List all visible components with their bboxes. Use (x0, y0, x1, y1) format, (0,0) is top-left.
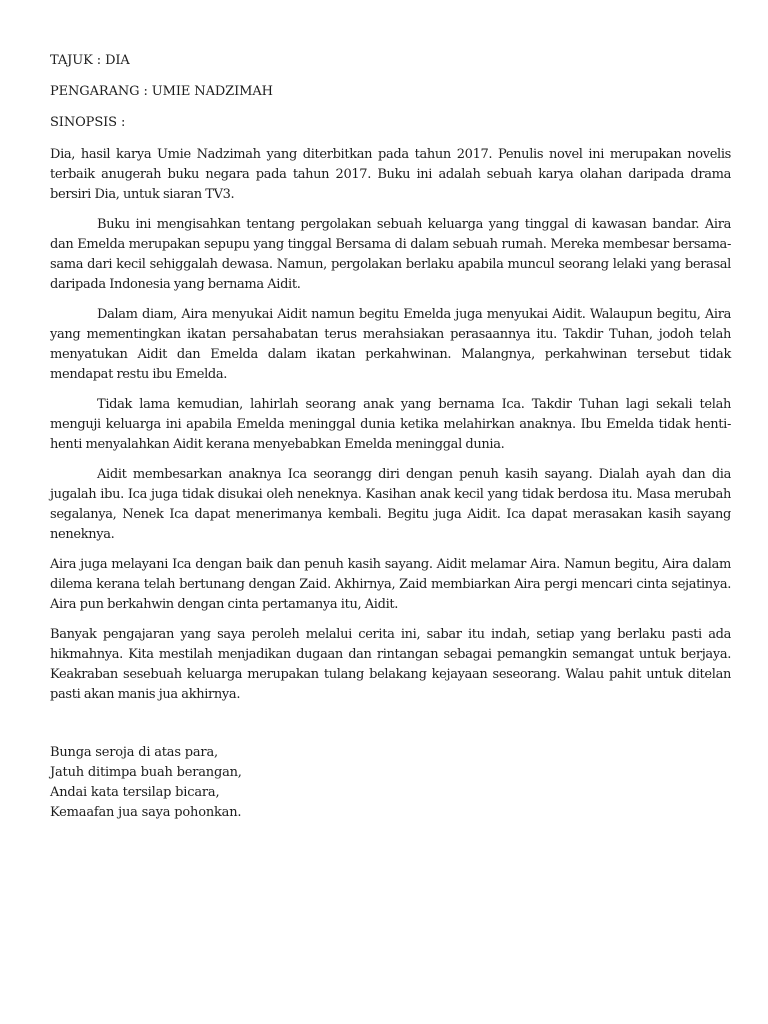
synopsis-label: SINOPSIS : (50, 115, 126, 130)
document-page (50, 52, 731, 823)
pantun-line: Andai kata tersilap bicara, (50, 785, 220, 800)
paragraph-marriage: Dalam diam, Aira menyukai Aidit namun begitu Emelda juga menyukai Aidit. Walaupun begitu, Aira yang mementingkan ikatan persahabatan terus merahsiakan perasaannya itu. Takdir Tuhan, jodoh telah menyatukan Aidit dan Emelda dalam ikatan perkahwinan. Malangnya, perkahwinan tersebut tidak mendapat restu ibu Emelda. (50, 307, 731, 382)
author-line: PENGARANG : UMIE NADZIMAH (50, 84, 273, 99)
paragraph-story-setting: Buku ini mengisahkan tentang pergolakan sebuah keluarga yang tinggal di kawasan bandar. Aira dan Emelda merupakan sepupu yang tinggal Bersama di dalam sebuah rumah. Mereka membesar bersama-sama dari kecil sehiggalah dewasa. Namun, pergolakan berlaku apabila muncul seorang lelaki yang berasal daripada Indonesia yang bernama Aidit. (50, 217, 731, 292)
paragraph-intro: Dia, hasil karya Umie Nadzimah yang diterbitkan pada tahun 2017. Penulis novel ini merupakan novelis terbaik anugerah buku negara pada tahun 2017. Buku ini adalah sebuah karya olahan daripada drama bersiri Dia, untuk siaran TV3. (50, 147, 731, 202)
paragraph-aira-ending: Aira juga melayani Ica dengan baik dan penuh kasih sayang. Aidit melamar Aira. Namun begitu, Aira dalam dilema kerana telah bertunang dengan Zaid. Akhirnya, Zaid membiarkan Aira pergi mencari cinta sejatinya. Aira pun berkahwin dengan cinta pertamanya itu, Aidit. (50, 557, 731, 612)
closing-pantun (50, 743, 731, 823)
pantun-line: Jatuh ditimpa buah berangan, (50, 765, 242, 780)
pantun-line: Bunga seroja di atas para, (50, 745, 218, 760)
paragraph-raising-ica: Aidit membesarkan anaknya Ica seorangg diri dengan penuh kasih sayang. Dialah ayah dan dia jugalah ibu. Ica juga tidak disukai oleh neneknya. Kasihan anak kecil yang tidak berdosa itu. Masa merubah segalanya, Nenek Ica dapat menerimanya kembali. Begitu juga Aidit. Ica dapat merasakan kasih sayang neneknya. (50, 467, 731, 542)
paragraph-lessons: Banyak pengajaran yang saya peroleh melalui cerita ini, sabar itu indah, setiap yang berlaku pasti ada hikmahnya. Kita mestilah menjadikan dugaan dan rintangan sebagai pemangkin semangat untuk berjaya. Keakraban sesebuah keluarga merupakan tulang belakang kejayaan seseorang. Walau pahit untuk ditelan pasti akan manis jua akhirnya. (50, 627, 731, 702)
pantun-line: Kemaafan jua saya pohonkan. (50, 805, 242, 820)
paragraph-birth-of-ica: Tidak lama kemudian, lahirlah seorang anak yang bernama Ica. Takdir Tuhan lagi sekali telah menguji keluarga ini apabila Emelda meninggal dunia ketika melahirkan anaknya. Ibu Emelda tidak henti-henti menyalahkan Aidit kerana menyebabkan Emelda meninggal dunia. (50, 397, 731, 452)
title-line: TAJUK : DIA (50, 53, 130, 68)
